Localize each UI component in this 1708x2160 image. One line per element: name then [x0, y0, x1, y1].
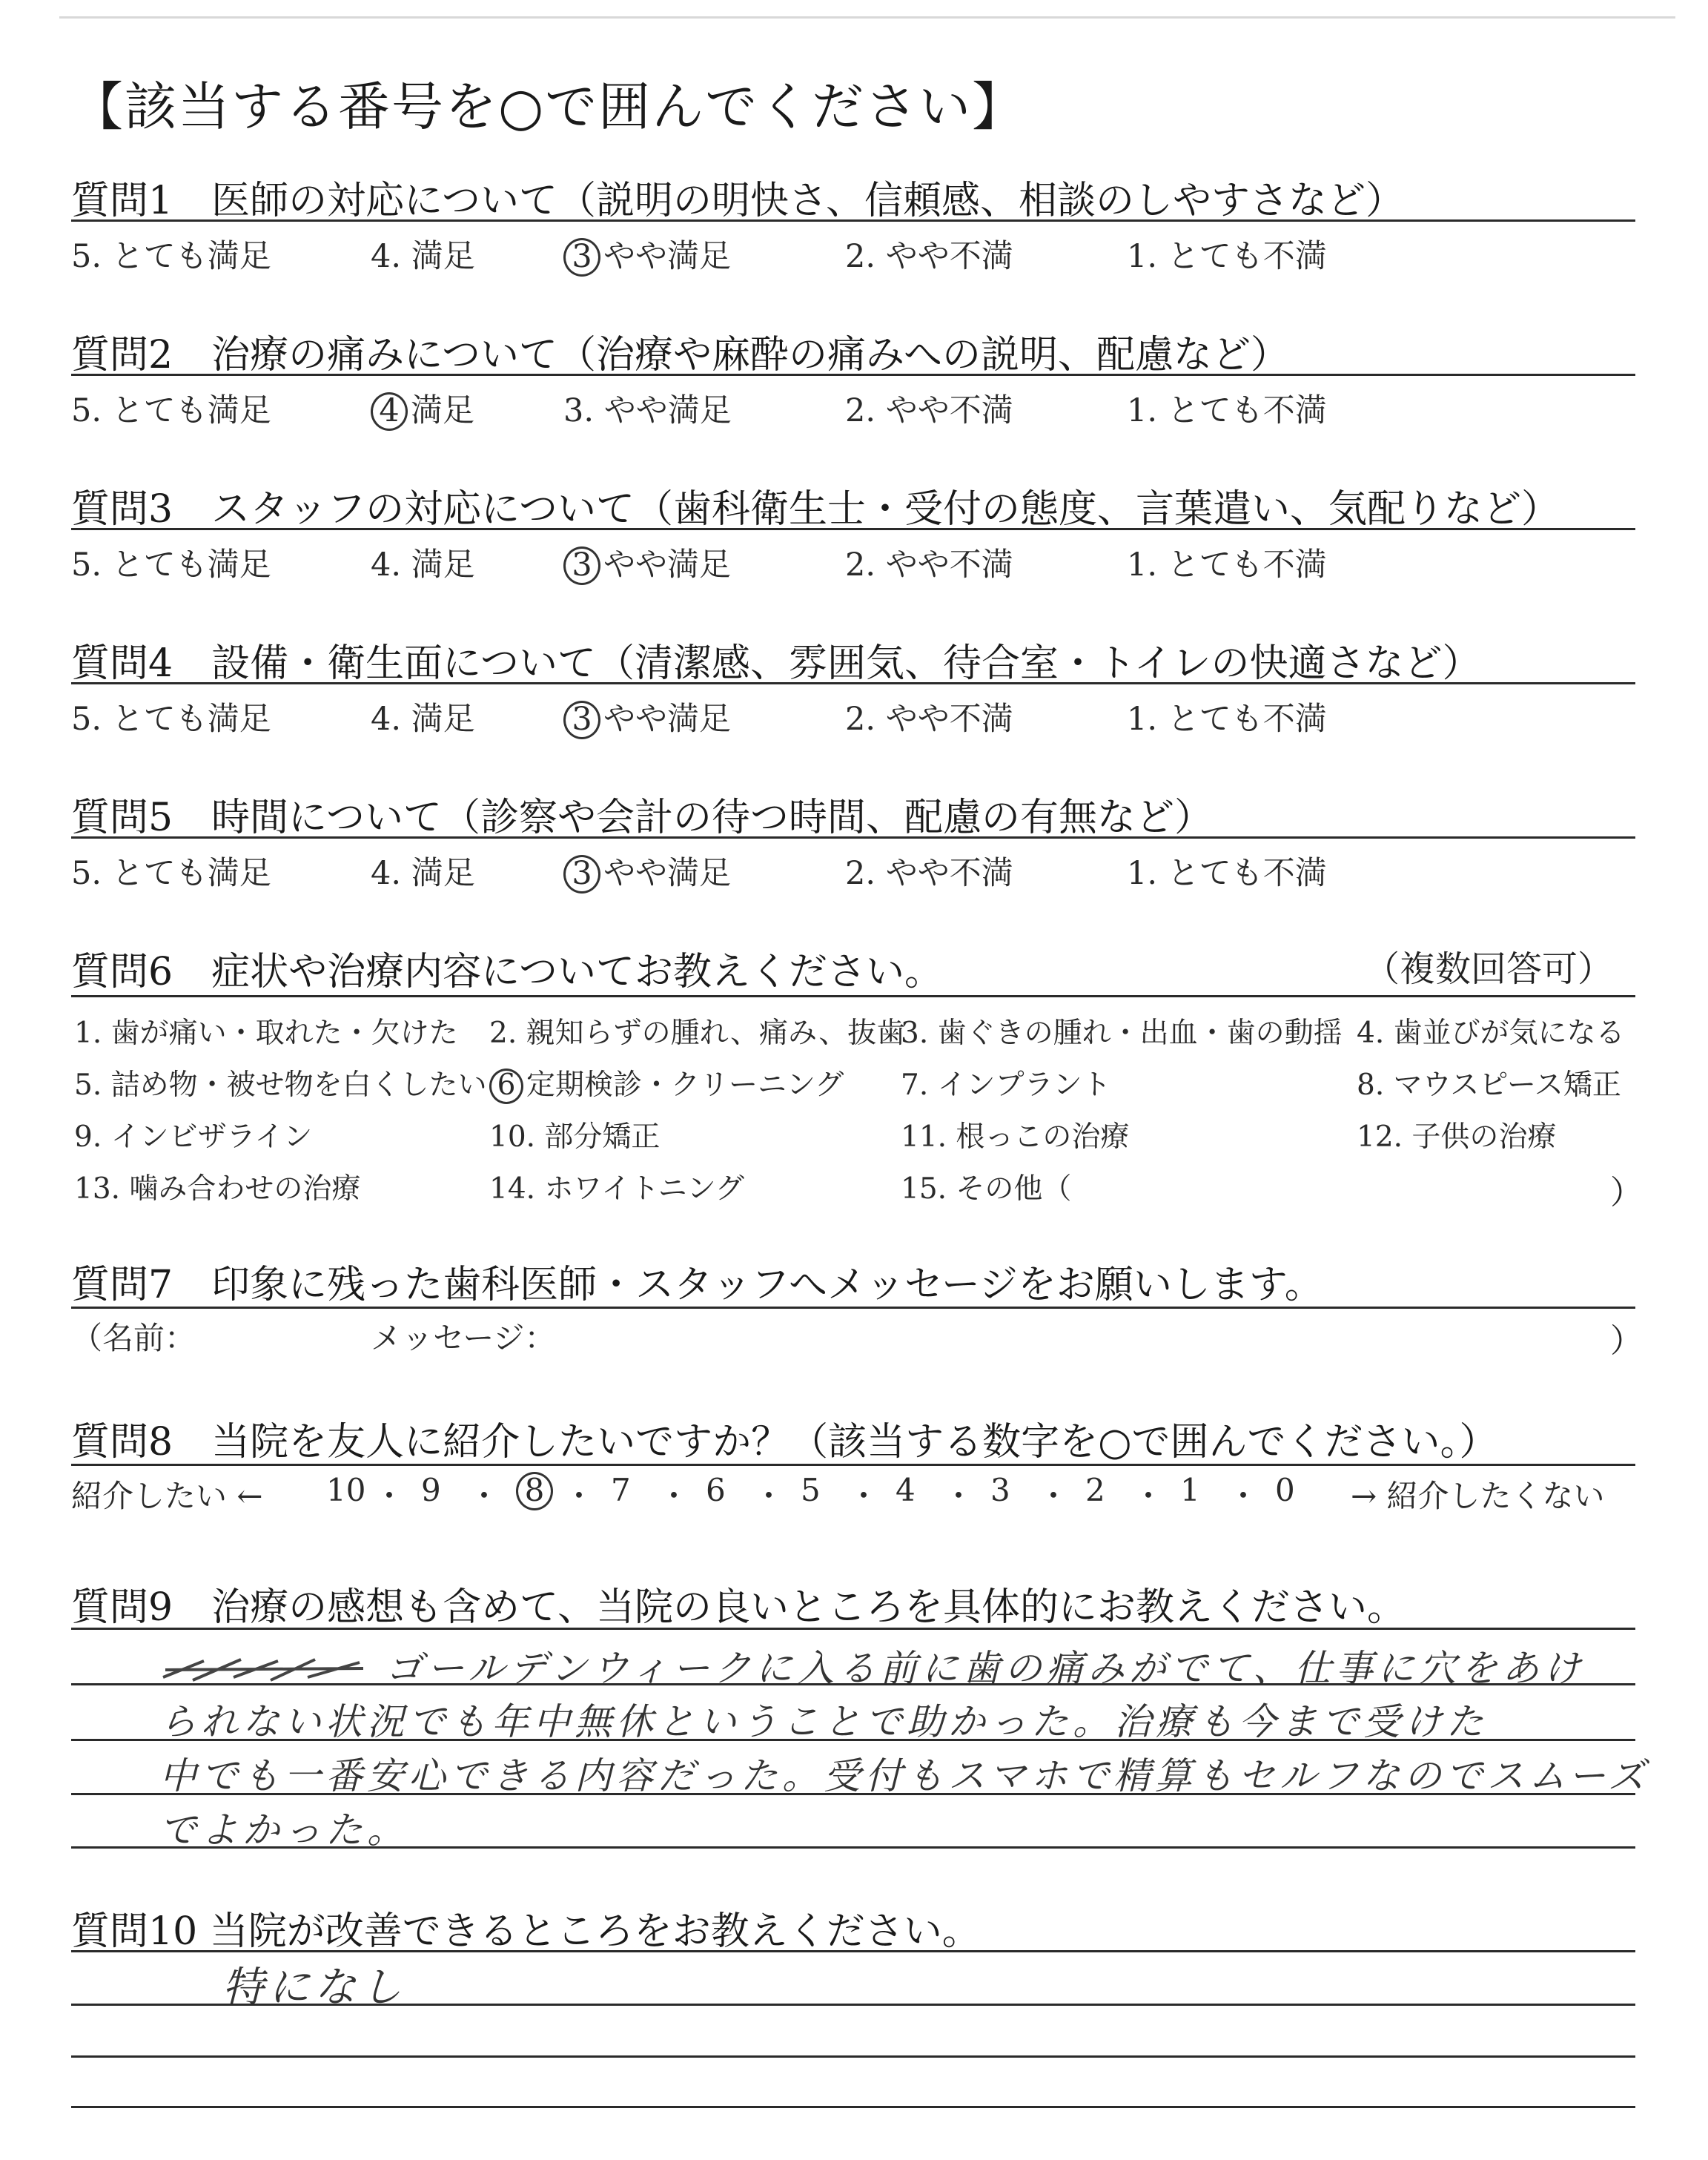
q6-rule — [71, 995, 1635, 997]
q5-option[interactable]: 3 やや満足 — [563, 848, 731, 894]
selection-circle: 8 — [516, 1472, 553, 1510]
q2-option[interactable]: 4 満足 — [371, 386, 474, 431]
q1-option[interactable]: 1. とても不満 — [1127, 238, 1327, 275]
q8-scale-value[interactable]: 9 — [421, 1472, 441, 1508]
q2-option[interactable]: 3. やや満足 — [563, 392, 732, 429]
q6-option[interactable]: 1. 歯が痛い・取れた・欠けた — [74, 1017, 458, 1050]
q3-option[interactable]: 3 やや満足 — [563, 540, 731, 585]
q2-option[interactable]: 2. やや不満 — [845, 392, 1013, 429]
selection-circle: 6 — [489, 1069, 523, 1104]
q8-scale-value[interactable]: 4 — [896, 1472, 916, 1508]
q6-option[interactable]: 13. 噛み合わせの治療 — [74, 1172, 361, 1206]
q8-scale-separator: ・ — [1228, 1478, 1260, 1514]
q8-scale-separator: ・ — [563, 1478, 595, 1514]
q9-rule — [71, 1628, 1635, 1630]
q8-title: 質問8 当院を友人に紹介したいですか？（該当する数字を○で囲んでください。） — [71, 1420, 1498, 1464]
q8-scale-value[interactable]: 0 — [1275, 1472, 1295, 1508]
q4-option[interactable]: 3 やや満足 — [563, 694, 731, 739]
q6-option[interactable]: 10. 部分矯正 — [489, 1120, 661, 1154]
q5-option[interactable]: 5. とても満足 — [71, 855, 271, 892]
q10-line-rule-3 — [71, 2106, 1635, 2108]
q6-option[interactable]: 4. 歯並びが気になる — [1357, 1017, 1625, 1050]
q8-scale-separator: ・ — [1038, 1478, 1070, 1514]
q3-title: 質問3 スタッフの対応について（歯科衛生士・受付の態度、言葉遣い、気配りなど） — [71, 487, 1560, 532]
q10-answer: 特になし — [222, 1964, 406, 2012]
q4-option[interactable]: 4. 満足 — [371, 701, 475, 738]
q1-option[interactable]: 2. やや不満 — [845, 238, 1013, 275]
q3-rule — [71, 528, 1635, 530]
q5-option[interactable]: 1. とても不満 — [1127, 855, 1327, 892]
q8-scale-separator: ・ — [943, 1478, 975, 1514]
q8-scale-separator: ・ — [848, 1478, 880, 1514]
q9-line-rule-4 — [71, 1846, 1635, 1849]
q4-option[interactable]: 1. とても不満 — [1127, 701, 1327, 738]
q2-rule — [71, 374, 1635, 376]
q8-rule — [71, 1464, 1635, 1466]
q6-option[interactable]: 5. 詰め物・被せ物を白くしたい — [74, 1069, 487, 1102]
q2-option[interactable]: 1. とても不満 — [1127, 392, 1327, 429]
q9-line-rule-1 — [71, 1683, 1635, 1685]
q2-option[interactable]: 5. とても満足 — [71, 392, 271, 429]
q8-scale-separator: ・ — [1133, 1478, 1165, 1514]
crossed-out-scribble — [159, 1655, 367, 1685]
q9-title: 質問9 治療の感想も含めて、当院の良いところを具体的にお教えください。 — [71, 1585, 1406, 1630]
q9-answer-line-2: られない状況でも年中無休ということで助かった。治療も今まで受けた — [159, 1700, 1488, 1743]
q6-option[interactable]: 11. 根っこの治療 — [901, 1120, 1130, 1154]
q8-scale-value[interactable]: 1 — [1180, 1472, 1200, 1508]
q6-option[interactable]: 7. インプラント — [901, 1069, 1111, 1102]
q5-option[interactable]: 2. やや不満 — [845, 855, 1013, 892]
q8-scale-value[interactable]: 3 — [990, 1472, 1010, 1508]
q5-rule — [71, 836, 1635, 839]
q8-scale-value[interactable] — [516, 1472, 556, 1510]
q9-answer-line-1: ゴールデンウィークに入る前に歯の痛みがでて、仕事に穴をあけ — [385, 1647, 1585, 1690]
q6-option[interactable]: 15. その他（ — [901, 1172, 1072, 1206]
q3-option[interactable]: 1. とても不満 — [1127, 546, 1327, 584]
selection-circle: 3 — [563, 701, 600, 739]
q8-scale-value[interactable]: 6 — [706, 1472, 726, 1508]
q8-scale-separator: ・ — [469, 1478, 500, 1514]
q8-scale-value[interactable]: 7 — [611, 1472, 631, 1508]
q10-title: 質問10 当院が改善できるところをお教えください。 — [71, 1909, 981, 1954]
q1-option[interactable]: 4. 満足 — [371, 238, 475, 275]
q8-scale-separator: ・ — [658, 1478, 690, 1514]
q8-scale-separator: ・ — [753, 1478, 785, 1514]
q10-line-rule-1 — [71, 2004, 1635, 2006]
q5-option[interactable]: 4. 満足 — [371, 855, 475, 892]
top-border — [59, 16, 1675, 19]
q4-option[interactable]: 2. やや不満 — [845, 701, 1013, 738]
q8-left-label: 紹介したい ← — [71, 1478, 263, 1514]
q8-scale-value[interactable]: 5 — [801, 1472, 821, 1508]
q1-option[interactable]: 3 やや満足 — [563, 231, 731, 277]
q7-name-label: （名前： — [71, 1320, 196, 1356]
selection-circle: 3 — [563, 546, 600, 585]
q9-line-rule-3 — [71, 1793, 1635, 1795]
q7-message-label: メッセージ： — [371, 1320, 556, 1356]
q5-title: 質問5 時間について（診察や会計の待つ時間、配慮の有無など） — [71, 796, 1214, 840]
q6-option[interactable]: 8. マウスピース矯正 — [1357, 1069, 1621, 1102]
q1-rule — [71, 219, 1635, 222]
q7-title: 質問7 印象に残った歯科医師・スタッフへメッセージをお願いします。 — [71, 1263, 1323, 1307]
q6-option[interactable]: 14. ホワイトニング — [489, 1172, 744, 1206]
q7-close: ） — [1610, 1322, 1643, 1360]
q2-title: 質問2 治療の痛みについて（治療や麻酔の痛みへの説明、配慮など） — [71, 333, 1290, 377]
q6-option[interactable]: 3. 歯ぐきの腫れ・出血・歯の動揺 — [901, 1017, 1343, 1050]
q8-scale-value[interactable]: 10 — [326, 1472, 366, 1508]
q4-rule — [71, 682, 1635, 684]
q3-option[interactable]: 2. やや不満 — [845, 546, 1013, 584]
q6-option[interactable]: 12. 子供の治療 — [1357, 1120, 1557, 1154]
q1-title: 質問1 医師の対応について（説明の明快さ、信頼感、相談のしやすさなど） — [71, 179, 1404, 223]
q9-answer-line-3: 中でも一番安心できる内容だった。受付もスマホで精算もセルフなのでスムーズ — [159, 1754, 1649, 1797]
q6-other-close: ） — [1610, 1174, 1643, 1212]
q4-option[interactable]: 5. とても満足 — [71, 701, 271, 738]
q6-option[interactable]: 2. 親知らずの腫れ、痛み、抜歯 — [489, 1017, 906, 1050]
q1-option[interactable]: 5. とても満足 — [71, 238, 271, 275]
q8-right-label: → 紹介したくない — [1351, 1478, 1605, 1514]
q9-answer-line-4: でよかった。 — [159, 1809, 408, 1852]
selection-circle: 3 — [563, 238, 600, 277]
page-title: 【該当する番号を○で囲んでください】 — [71, 76, 1026, 137]
q4-title: 質問4 設備・衛生面について（清潔感、雰囲気、待合室・トイレの快適さなど） — [71, 641, 1481, 686]
selection-circle: 4 — [371, 392, 408, 431]
q6-title: 質問6 症状や治療内容についてお教えください。 — [71, 950, 944, 994]
selection-circle: 3 — [563, 855, 600, 894]
q3-option[interactable]: 5. とても満足 — [71, 546, 271, 584]
q6-option[interactable]: 6 定期検診・クリーニング — [489, 1062, 844, 1104]
q9-line-rule-2 — [71, 1739, 1635, 1741]
q10-rule — [71, 1950, 1635, 1952]
q7-rule — [71, 1307, 1635, 1309]
q3-option[interactable]: 4. 満足 — [371, 546, 475, 584]
q8-scale-separator: ・ — [374, 1478, 406, 1514]
q6-option[interactable]: 9. インビザライン — [74, 1120, 313, 1154]
q8-scale-value[interactable]: 2 — [1085, 1472, 1105, 1508]
q6-multi-answer-note: （複数回答可） — [1364, 948, 1614, 990]
q10-line-rule-2 — [71, 2055, 1635, 2058]
